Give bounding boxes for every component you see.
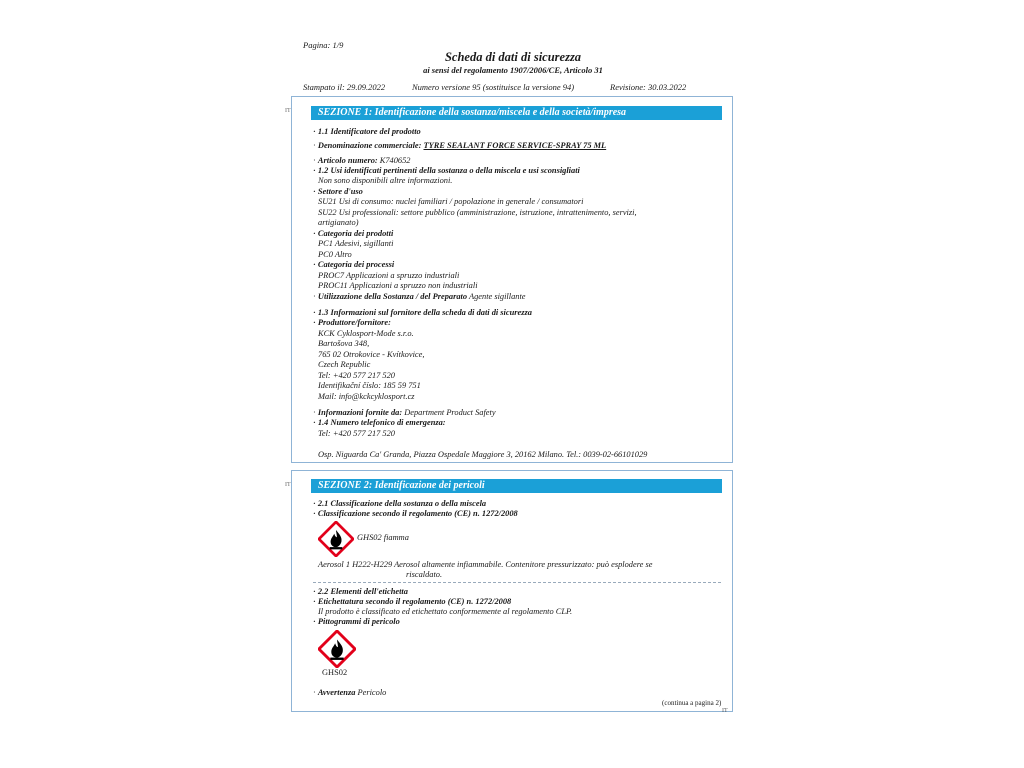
classification-label: · Classificazione secondo il regolamento (CE) n. 1272/2008: [313, 509, 518, 518]
section-2-heading: SEZIONE 2: Identificazione dei pericoli: [311, 479, 722, 493]
change-marker: IT: [285, 108, 291, 114]
sector-label: · Settore d'uso: [313, 187, 363, 196]
version-number: Numero versione 95 (sostituisce la versione 94): [412, 82, 575, 92]
s13-title: · 1.3 Informazioni sul fornitore della scheda di dati di sicurezza: [313, 308, 532, 317]
substance-use: · Utilizzazione della Sostanza / del Preparato Agente sigillante: [313, 292, 526, 301]
address-line-2: Bartošova 348,: [318, 339, 370, 348]
section-1-heading: SEZIONE 1: Identificazione della sostanza/miscela e della società/impresa: [311, 106, 722, 120]
pictograms-label: · Pittogrammi di pericolo: [313, 617, 400, 626]
no-info-text: Non sono disponibili altre informazioni.: [318, 176, 453, 185]
proc11-text: PROC11 Applicazioni a spruzzo non industriali: [318, 281, 478, 290]
divider: [313, 582, 721, 583]
change-marker: IT: [285, 482, 291, 488]
supplier-id: Identifikační číslo: 185 59 751: [318, 381, 421, 390]
ghs02-pictogram-icon: [318, 630, 356, 668]
info-provided-by: · Informazioni fornite da: Department Product Safety: [313, 408, 496, 417]
su22-text-cont: artigianato): [318, 218, 359, 227]
ghs02-code: GHS02: [322, 668, 348, 677]
s12-title: · 1.2 Usi identificati pertinenti della sostanza o della miscela e usi sconsigliati: [313, 166, 580, 175]
pc0-text: PC0 Altro: [318, 250, 352, 259]
producer-label: · Produttore/fornitore:: [313, 318, 391, 327]
address-line-4: Czech Republic: [318, 360, 371, 369]
continued-note: (continua a pagina 2): [662, 699, 722, 707]
aerosol-hazard: Aerosol 1 H222-H229 Aerosol altamente infiammabile. Contenitore pressurizzato: può esplodere se: [318, 560, 653, 569]
print-date: Stampato il: 29.09.2022: [303, 82, 386, 92]
s11-title: · 1.1 Identificatore del prodotto: [313, 127, 421, 136]
labeling-regulation: · Etichettatura secondo il regolamento (CE) n. 1272/2008: [313, 597, 512, 606]
aerosol-hazard-cont: riscaldato.: [406, 570, 443, 579]
address-line-1: KCK Cyklosport-Mode s.r.o.: [318, 329, 414, 338]
article-number: · Articolo numero: K740652: [313, 156, 411, 165]
revision-date: Revisione: 30.03.2022: [610, 82, 687, 92]
s22-title: · 2.2 Elementi dell'etichetta: [313, 587, 408, 596]
su22-text: SU22 Usi professionali: settore pubblico (amministrazione, istruzione, intrattenimento, servizi,: [318, 208, 637, 217]
process-category-label: · Categoria dei processi: [313, 260, 395, 269]
s14-title: · 1.4 Numero telefonico di emergenza:: [313, 418, 446, 427]
pc1-text: PC1 Adesivi, sigillanti: [318, 239, 394, 248]
address-line-3: 765 02 Otrokovice - Kvítkovice,: [318, 350, 425, 359]
supplier-phone: Tel: +420 577 217 520: [318, 371, 395, 380]
emergency-phone: Tel: +420 577 217 520: [318, 429, 395, 438]
ghs02-flame-icon: [318, 521, 354, 557]
ghs02-label: GHS02 fiamma: [357, 533, 409, 542]
su21-text: SU21 Usi di consumo: nuclei familiari / popolazione in generale / consumatori: [318, 197, 584, 206]
trade-name: · Denominazione commerciale: TYRE SEALANT FORCE SERVICE-SPRAY 75 ML: [313, 141, 607, 150]
product-category-label: · Categoria dei prodotti: [313, 229, 394, 238]
s21-title: · 2.1 Classificazione della sostanza o della miscela: [313, 499, 487, 508]
proc7-text: PROC7 Applicazioni a spruzzo industriali: [318, 271, 460, 280]
document-title: Scheda di dati di sicurezza: [444, 50, 582, 64]
language-code: IT: [722, 708, 728, 714]
signal-word: · Avvertenza Pericolo: [313, 688, 387, 697]
poison-center: Osp. Niguarda Ca' Granda, Piazza Ospedale Maggiore 3, 20162 Milano. Tel.: 0039-02-66101029: [318, 450, 648, 459]
document-subtitle: ai sensi del regolamento 1907/2006/CE, Articolo 31: [423, 65, 603, 75]
page-number: Pagina: 1/9: [303, 40, 344, 50]
supplier-mail: Mail: info@kckcyklosport.cz: [318, 392, 415, 401]
clp-statement: Il prodotto è classificato ed etichettato conformemente al regolamento CLP.: [318, 607, 573, 616]
